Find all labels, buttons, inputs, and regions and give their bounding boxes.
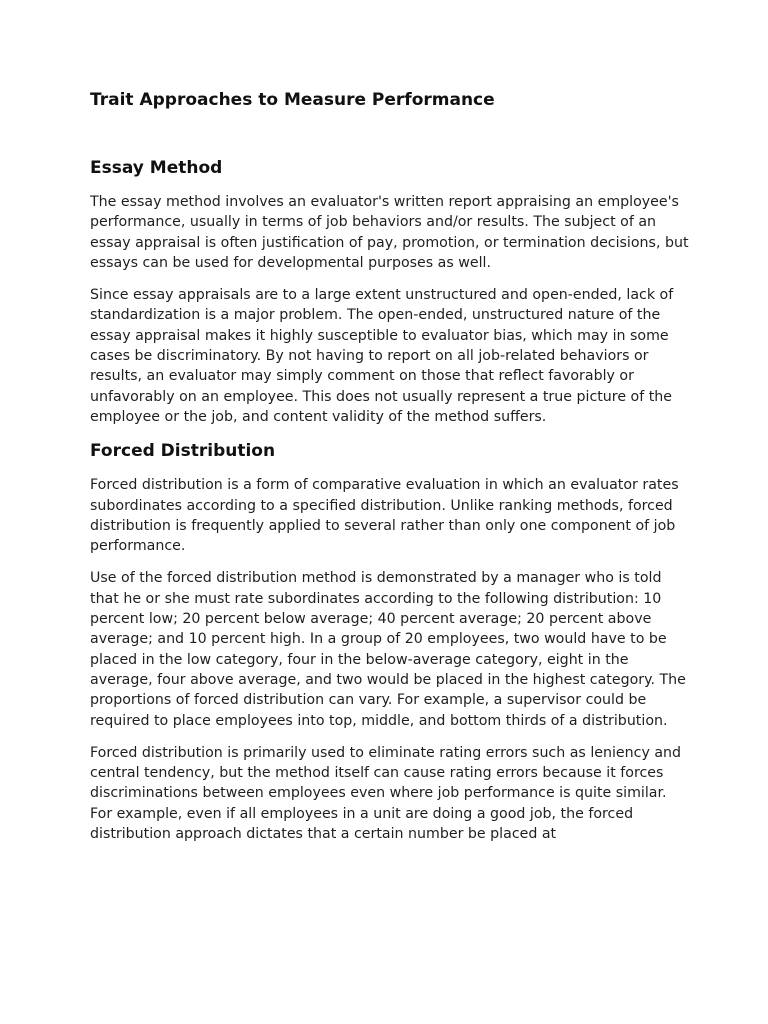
paragraph: The essay method involves an evaluator's written report appraising an employee's performance, usually in terms of job behaviors and/or results. The subject of an essay appraisal is often justification of pay, promotion, or termination decisions, but essays can be used for developmental purposes as well.: [90, 194, 689, 271]
section-heading-essay-method: Essay Method: [90, 158, 223, 178]
paragraph: Forced distribution is primarily used to eliminate rating errors such as leniency and central tendency, but the method itself can cause rating errors because it forces discriminations between employees even where job performance is quite similar. For example, even if all employees in a unit are doing a good job, the forced distribution approach dictates that a certain number be placed at: [90, 744, 682, 843]
document-title: Trait Approaches to Measure Performance: [90, 90, 495, 110]
paragraph: Use of the forced distribution method is demonstrated by a manager who is told that he or she must rate subordinates according to the following distribution: 10 percent low; 20 percent below average; 40 percent average; 20 percent above average; and 10 percent high. In a group of 20 employees, two would have to be placed in the low category, four in the below-average category, eight in the average, four above average, and two would be placed in the highest category. The proportions of forced distribution can vary. For example, a supervisor could be required to place employees into top, middle, and bottom thirds of a distribution.: [90, 570, 686, 729]
paragraph: Since essay appraisals are to a large extent unstructured and open-ended, lack of standardization is a major problem. The open-ended, unstructured nature of the essay appraisal makes it highly susceptible to evaluator bias, which may in some cases be discriminatory. By not having to report on all job-related behaviors or results, an evaluator may simply comment on those that reflect favorably or unfavorably on an employee. This does not usually represent a true picture of the employee or the job, and content validity of the method suffers.: [90, 287, 674, 425]
section-heading-forced-distribution: Forced Distribution: [90, 441, 276, 462]
section-forced-distribution: [90, 439, 690, 844]
section-essay-method: [90, 156, 690, 427]
paragraph: Forced distribution is a form of comparative evaluation in which an evaluator rates subordinates according to a specified distribution. Unlike ranking methods, forced distribution is frequently applied to several rather than only one component of job performance.: [90, 477, 679, 555]
document-page: [90, 88, 690, 856]
